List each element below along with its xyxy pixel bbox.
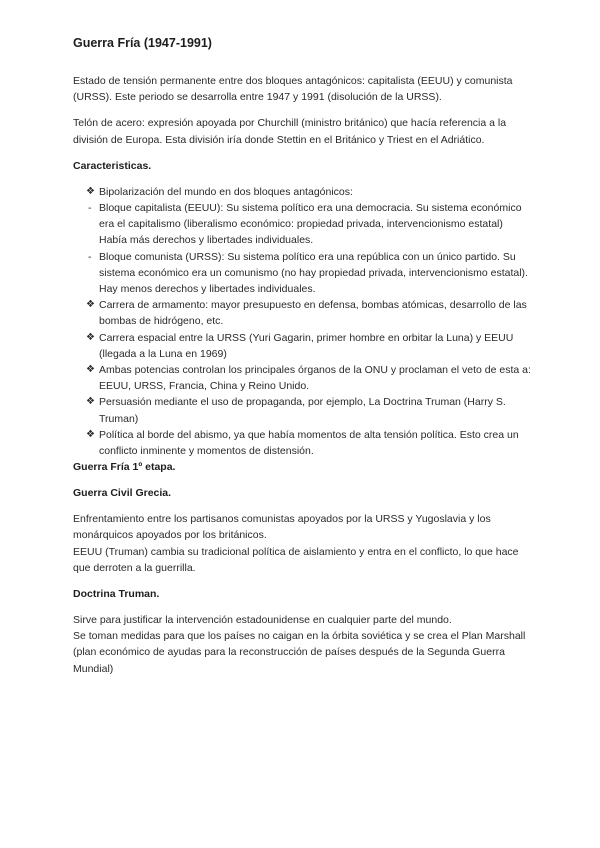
etapa1-heading: Guerra Fría 1º etapa. [73,461,176,474]
truman-line: Sirve para justificar la intervención estadounidense en cualquier parte del mundo. [73,614,452,627]
intro-paragraph: Estado de tensión permanente entre dos bloques antagónicos: capitalista (EEUU) y comunista (URSS). Este periodo se desarrolla entre 1947 y 1991 (disolución de la URSS). [73,75,513,104]
list-item [73,330,533,362]
list-item [73,184,533,200]
diamond-bullet-icon: ❖ [86,364,95,376]
diamond-bullet-icon: ❖ [86,331,95,343]
grecia-heading: Guerra Civil Grecia. [73,487,172,500]
list-item-text: Persuasión mediante el uso de propaganda, por ejemplo, La Doctrina Truman (Harry S. Truman) [99,396,506,425]
list-item [73,427,533,459]
list-item [73,297,533,329]
diamond-bullet-icon: ❖ [86,299,95,311]
list-item [73,394,533,426]
list-item-text: Bloque capitalista (EEUU): Su sistema político era una democracia. Su sistema económico era el capitalismo (liberalismo económico: propiedad privada, intervencionismo estatal) Había más derechos y libertades individuales. [99,202,522,247]
truman-line: Se toman medidas para que los países no caigan en la órbita soviética y se crea el Plan Marshall (plan económico de ayudas para la reconstrucción de países después de la Segunda Guerra Mundial) [73,630,526,675]
list-item-text: Carrera espacial entre la URSS (Yuri Gagarin, primer hombre en orbitar la Luna) y EEUU (llegada a la Luna en 1969) [99,331,514,360]
bloques-list [73,200,533,297]
list-item-text: Bipolarización del mundo en dos bloques antagónicos: [99,185,353,198]
grecia-line: Enfrentamiento entre los partisanos comunistas apoyados por la URSS y Yugoslavia y los monárquicos apoyados por los británicos. [73,513,491,542]
diamond-bullet-icon: ❖ [86,185,95,197]
list-item [73,200,533,249]
dash-marker: - [88,250,92,263]
list-item-text: Carrera de armamento: mayor presupuesto en defensa, bombas atómicas, desarrollo de las bombas de hidrógeno, etc. [99,299,527,328]
grecia-line: EEUU (Truman) cambia su tradicional política de aislamiento y entra en el conflicto, lo que hace que derroten a la guerrilla. [73,545,519,574]
grecia-paragraph [73,511,533,576]
dash-marker: - [88,202,92,215]
list-item-text: Bloque comunista (URSS): Su sistema político era una república con un único partido. Su sistema económico era un comunismo (no hay propiedad privada, intervencionismo estatal). Hay menos derechos y libertades individuales. [99,250,528,296]
list-item [73,362,533,394]
diamond-bullet-icon: ❖ [86,428,95,440]
caracteristicas-heading: Caracteristicas. [73,159,152,172]
page-title: Guerra Fría (1947-1991) [73,36,212,50]
diamond-bullet-icon: ❖ [86,396,95,408]
truman-paragraph [73,612,533,677]
list-item-text: Política al borde del abismo, ya que había momentos de alta tensión política. Esto crea un conflicto inminente y momentos de distensión. [99,428,519,458]
truman-heading: Doctrina Truman. [73,588,160,601]
caracteristicas-first-list [73,184,533,200]
list-item [73,249,533,298]
document-body [73,36,533,687]
caracteristicas-list [73,297,533,459]
telon-paragraph: Telón de acero: expresión apoyada por Churchill (ministro británico) que hacía referencia a la división de Europa. Esta división iría donde Stettin en el Británico y Triest en el Adriático. [73,117,507,146]
list-item-text: Ambas potencias controlan los principales órganos de la ONU y proclaman el veto de esta a: EEUU, URSS, Francia, China y Reino Unido. [99,364,531,393]
